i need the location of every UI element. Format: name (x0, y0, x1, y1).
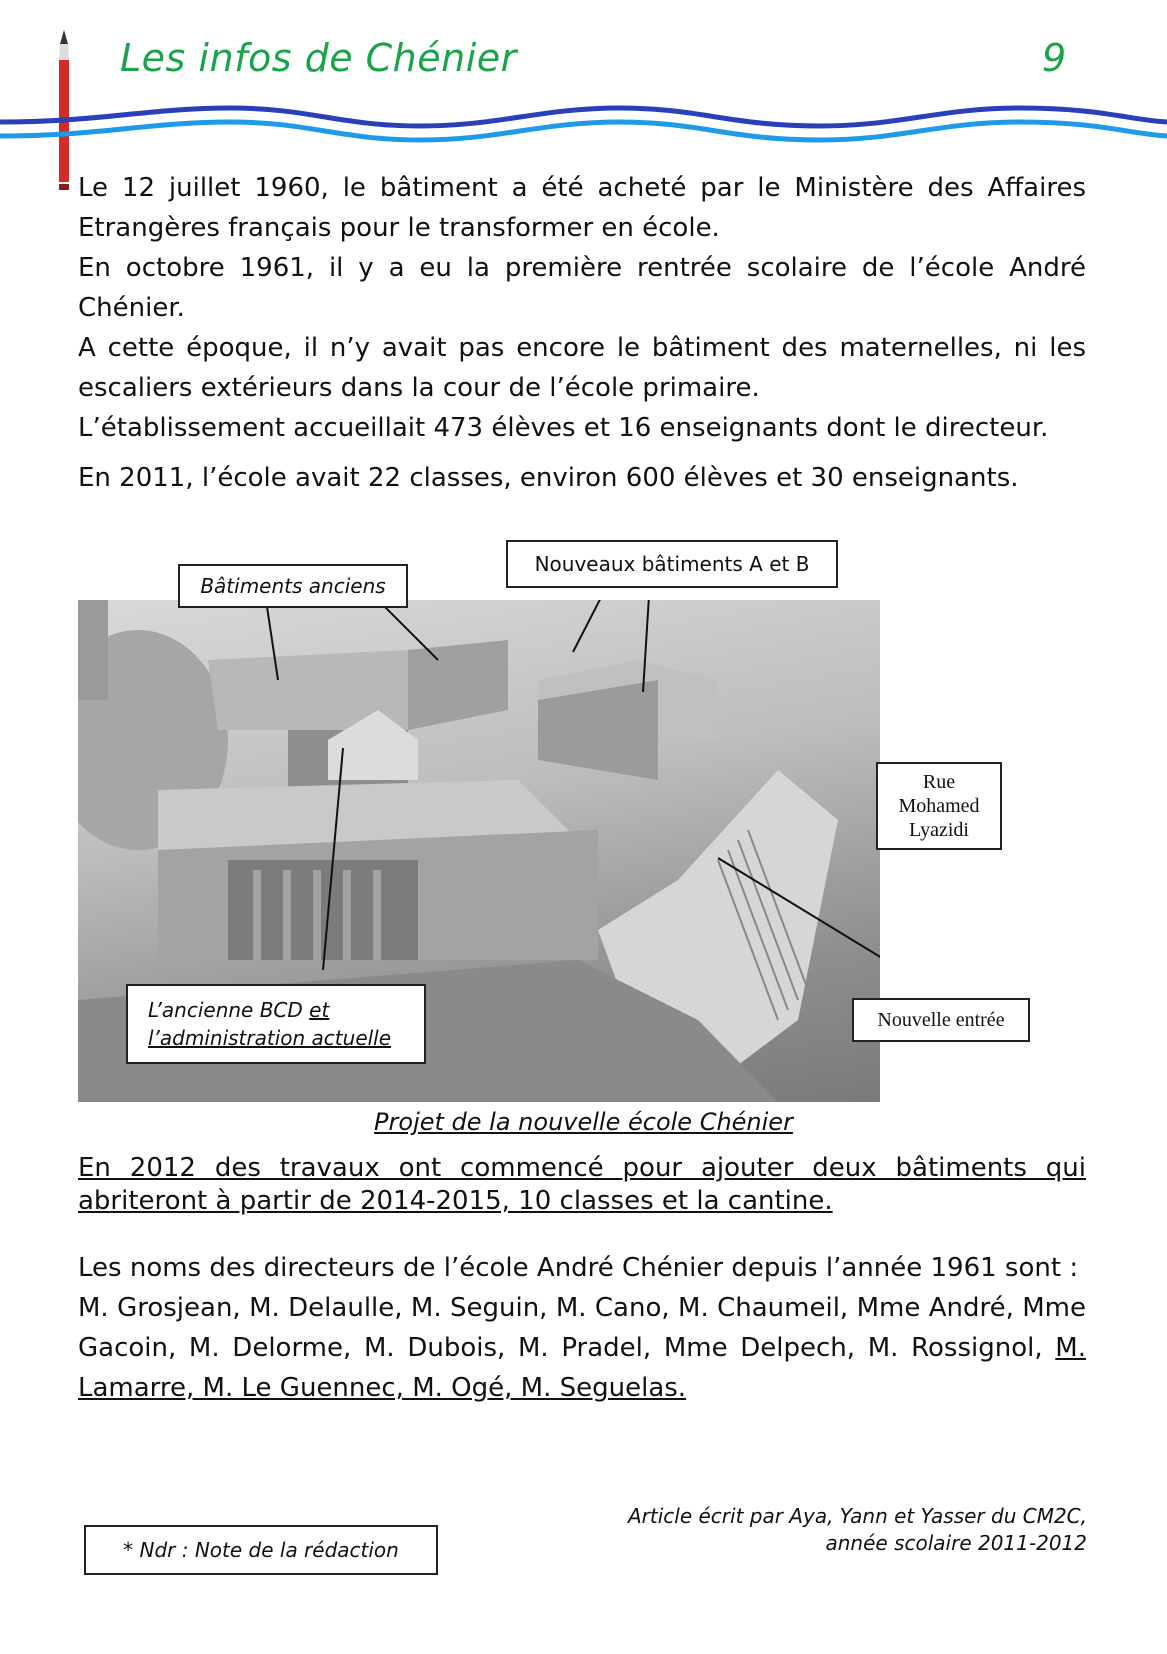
label-new-buildings: Nouveaux bâtiments A et B (506, 540, 838, 588)
label-new-entrance: Nouvelle entrée (852, 998, 1030, 1042)
street-line: Lyazidi (909, 819, 969, 841)
editor-note-box: * Ndr : Note de la rédaction (84, 1525, 438, 1575)
label-old-buildings: Bâtiments anciens (178, 564, 408, 608)
label-text: et (309, 998, 330, 1022)
directors-list (78, 1288, 1086, 1408)
directors-names-recent: M. Lamarre, M. Le Guennec, M. Ogé, M. Seguelas. (78, 1333, 1086, 1403)
label-street (876, 762, 1002, 850)
page-number: 9 (1042, 36, 1067, 80)
credit-line: année scolaire 2011-2012 (825, 1531, 1087, 1555)
page-title: Les infos de Chénier (120, 36, 517, 80)
paragraph: A cette époque, il n’y avait pas encore le bâtiment des maternelles, ni les escaliers extérieurs dans la cour de l’école primaire. (78, 333, 1086, 403)
credit-line: Article écrit par Aya, Yann et Yasser du CM2C, (627, 1504, 1087, 1528)
intro-section (78, 168, 1086, 498)
wave-divider (0, 100, 1167, 150)
label-text: l’administration actuelle (148, 1026, 392, 1050)
works-paragraph: En 2012 des travaux ont commencé pour ajouter deux bâtiments qui abriteront à partir de 2014-2015, 10 classes et la cantine. (78, 1153, 1086, 1216)
paragraph: En octobre 1961, il y a eu la première rentrée scolaire de l’école André Chénier. (78, 253, 1086, 323)
article-credit (628, 1503, 1087, 1557)
label-old-bcd (126, 984, 426, 1064)
figure-caption: Projet de la nouvelle école Chénier (374, 1108, 793, 1136)
paragraph: En 2011, l’école avait 22 classes, environ 600 élèves et 30 enseignants. (78, 463, 1019, 493)
paragraph: L’établissement accueillait 473 élèves et 16 enseignants dont le directeur. (78, 413, 1049, 443)
directors-section (78, 1248, 1086, 1408)
directors-names: M. Grosjean, M. Delaulle, M. Seguin, M. Cano, M. Chaumeil, Mme André, Mme Gacoin, M. Delorme, M. Dubois, M. Pradel, Mme Delpech, M. Rossignol, (78, 1293, 1086, 1363)
street-line: Rue (922, 771, 956, 793)
street-line: Mohamed (898, 795, 980, 817)
paragraph: Le 12 juillet 1960, le bâtiment a été acheté par le Ministère des Affaires Etrangères français pour le transformer en école. (78, 173, 1086, 243)
directors-intro: Les noms des directeurs de l’école André Chénier depuis l’année 1961 sont : (78, 1253, 1079, 1283)
label-text: L’ancienne BCD (148, 998, 310, 1022)
